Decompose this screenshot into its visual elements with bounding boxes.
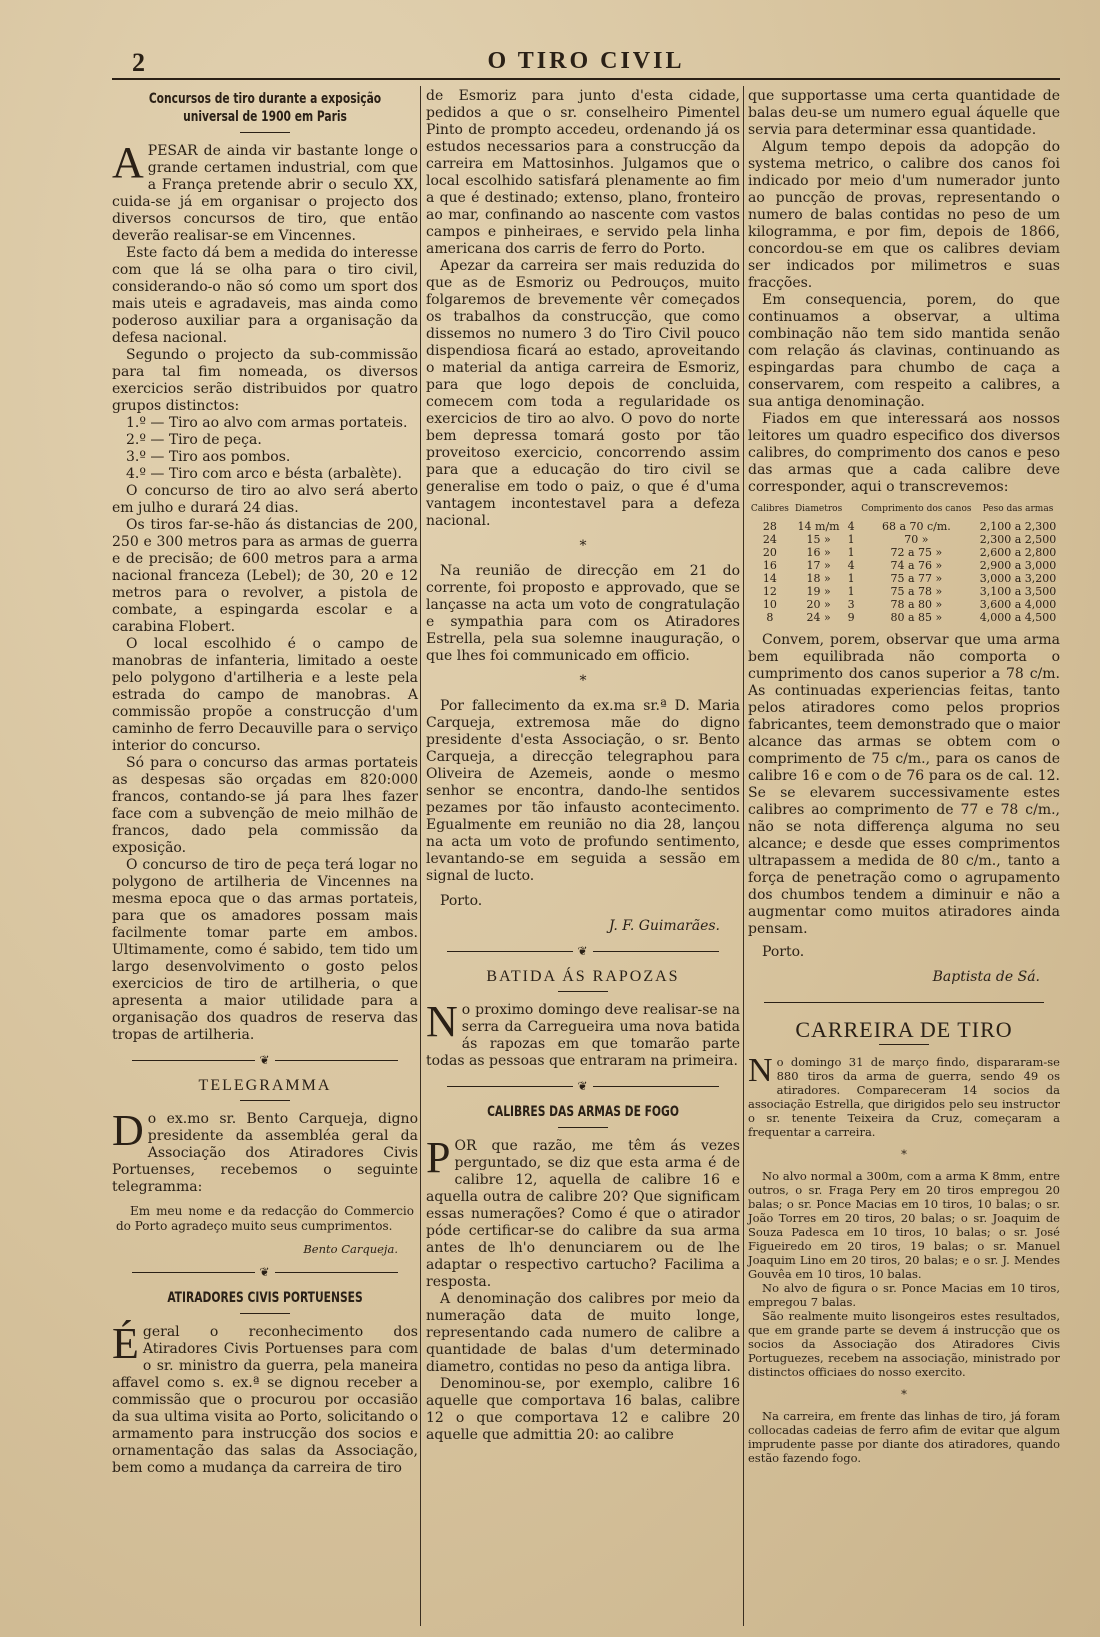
paragraph: No alvo normal a 300m, com a arma K 8mm, entre outros, o sr. Fraga Pery em 20 tiros empregou 20 balas; o sr. Ponce Macias em 10 tiros, 10 balas; o sr. João Torres em 20 tiros, 20 balas; o sr. Joaquim de Souza Padesca em 10 tiros, 10 balas; o sr. José Figueiredo em 20 tiros, 19 balas; o sr. Manuel Joaquim Lino em 20 tiros, 20 balas; e o sr. J. Mendes Gouvêa em 10 tiros, 10 balas.	[748, 1169, 1060, 1281]
paragraph: de Esmoriz para junto d'esta cidade, pedidos a que o sr. conselheiro Pimentel Pinto de prompto accedeu, ordenando já os estudos necessarios para a construcção da carreira em Mattosinhos. Julgamos que o local escolhido satisfará plenamente ao fim a que é destinado; extenso, plano, fronteiro ao mar, confinando ao nascente com vastos campos e pinheiraes, e servido pela linha americana dos carris de ferro do Porto.	[426, 88, 740, 257]
paragraph: Na carreira, em frente das linhas de tiro, já foram collocadas cadeias de ferro afim de evitar que algum imprudente passe por diante dos atiradores, quando estão fazendo fogo.	[748, 1409, 1060, 1465]
table-cell: 70 »	[904, 533, 929, 546]
table-row	[748, 520, 1060, 533]
paragraph: o proximo domingo deve realisar-se na serra da Carregueira uma nova batida ás rapozas em que tomarão parte todas as pessoas que entraram na primeira.	[426, 1002, 740, 1069]
asterisk-divider: *	[901, 1387, 907, 1401]
table-cell: 74 a 76 »	[890, 559, 943, 572]
table-cell: 14 m/m	[797, 520, 840, 533]
table-cell: 20	[762, 546, 777, 559]
paragraph: Só para o concurso das armas portateis as despesas são orçadas em 820:000 francos, contando-se já para lhes fazer face com a subvenção de meio milhão de francos, dado pela commissão da exposição.	[112, 755, 418, 856]
paragraph: Segundo o projecto da sub-commissão para tal fim nomeada, os diversos exercicios serão distribuidos por quatro grupos distinctos:	[112, 347, 418, 414]
page-number: 2	[132, 48, 145, 77]
drop-cap: P	[426, 1133, 451, 1182]
paragraph: o domingo 31 de março findo, dispararam-se 880 tiros da arma de guerra, sendo 49 os atiradores. Compareceram 14 socios da associação Estrella, que dirigidos pelo seu instructor o sr. tenente Teixeira da Cruz, começaram a frequentar a carreira.	[748, 1055, 1060, 1139]
table-cell: 19 »	[806, 585, 831, 598]
table-cell: 1	[847, 572, 855, 585]
table-cell: 14	[762, 572, 777, 585]
header-rule	[112, 78, 1060, 80]
drop-cap: A	[112, 138, 144, 187]
divider	[558, 1127, 608, 1128]
asterisk-divider: *	[579, 673, 587, 689]
table-cell: 10	[762, 598, 777, 611]
ornament-divider: ❦	[112, 1052, 418, 1069]
paragraph: Por fallecimento da ex.ma sr.ª D. Maria Carqueja, extremosa mãe do digno presidente d'esta Associação, o sr. Bento Carqueja, a direcção telegraphou para Oliveira de Azemeis, aonde o mesmo senhor se encontra, dando-lhe sentidos pezames por tão infausto acontecimento. Egualmente em reunião no dia 28, lançou na acta um voto de profundo sentimento, levantando-se em seguida a sessão em signal de lucto.	[426, 698, 740, 884]
table-cell: 2,600 a 2,800	[979, 546, 1057, 559]
asterisk-divider: *	[579, 538, 587, 554]
paragraph: o ex.mo sr. Bento Carqueja, digno presidente da assembléa geral da Associação dos Atiradores Civis Portuenses, recebemos o seguinte telegramma:	[112, 1111, 418, 1195]
table-cell: 4	[847, 559, 855, 572]
ornament-divider: ❦	[426, 943, 740, 960]
signature: J. F. Guimarães.	[608, 918, 720, 934]
paragraph: Este facto dá bem a medida do interesse com que lá se olha para o tiro civil, considerando-o não só como um sport dos mais uteis e agradaveis, mas ainda como poderoso auxiliar para a organisação da defesa nacional.	[112, 245, 418, 346]
list	[112, 415, 418, 483]
drop-cap: N	[426, 997, 458, 1046]
divider	[240, 1313, 290, 1314]
section-title: CARREIRA DE TIRO	[795, 1017, 1013, 1042]
paragraph: Os tiros far-se-hão ás distancias de 200, 250 e 300 metros para as armas de guerra e de precisão; de 600 metros para a arma nacional franceza (Lebel); de 30, 20 e 12 metros para o revolver, a pistola de combate, a espingarda escolar e a carabina Flobert.	[112, 517, 418, 635]
list-item: 3.º — Tiro aos pombos.	[126, 449, 291, 465]
paragraph: OR que razão, me têm ás vezes perguntado, se diz que esta arma é de calibre 12, aquella de calibre 16 e aquella outra de calibre 20? Que significam essas numerações? Como é que o atirador póde certificar-se do calibre da sua arma antes de lh'o denunciarem ou de lhe adaptar o respectivo cartucho? Facilima a resposta.	[426, 1138, 740, 1290]
column-divider	[420, 86, 421, 1626]
table-row	[748, 572, 1060, 585]
article-title: ATIRADORES CIVIS PORTUENSES	[167, 1290, 363, 1306]
table-cell: 2,900 a 3,000	[979, 559, 1057, 572]
paragraph: Fiados em que interessará aos nossos leitores um quadro especifico dos diversos calibres, do comprimento dos canos e peso das armas que a cada calibre deve corresponder, aqui o transcrevemos:	[748, 411, 1060, 495]
ornament-divider: ❦	[112, 1264, 418, 1281]
table-cell: 75 a 77 »	[890, 572, 943, 585]
ornament-divider: ❦	[426, 1078, 740, 1095]
table-header: Diametros	[794, 504, 843, 514]
drop-cap: D	[112, 1106, 144, 1155]
paragraph: No alvo de figura o sr. Ponce Macias em 10 tiros, empregou 7 balas.	[748, 1281, 1060, 1309]
table-cell: 15 »	[806, 533, 831, 546]
table-cell: 2,100 a 2,300	[979, 520, 1057, 533]
page-header	[112, 48, 1060, 78]
article-title: CALIBRES DAS ARMAS DE FOGO	[487, 1104, 679, 1120]
signature: Baptista de Sá.	[932, 969, 1040, 985]
table-row	[748, 585, 1060, 598]
table-cell: 24 »	[806, 611, 831, 624]
table-row	[748, 533, 1060, 546]
table-cell: 8	[766, 611, 774, 624]
table-cell: 3,600 a 4,000	[979, 598, 1057, 611]
table-cell: 16	[762, 559, 777, 572]
paragraph: Em consequencia, porem, do que continuamos a observar, a ultima combinação não tem sido mantida senão com relação ás clavinas, continuando as espingardas para chumbo de caça a conservarem, com respeito a calibres, a sua antiga denominação.	[748, 292, 1060, 410]
table-cell: 24	[762, 533, 777, 546]
column-2	[426, 88, 740, 1444]
paragraph: Algum tempo depois da adopção do systema metrico, o calibre dos canos foi indicado por meio d'um numerador junto ao puncção de provas, representando o numero de balas contidas no peso de um kilogramma, e por fim, depois de 1866, concordou-se em que os calibres deviam ser indicados por milimetros e suas fracções.	[748, 139, 1060, 291]
table-body	[748, 520, 1060, 624]
paragraph: Apezar da carreira ser mais reduzida do que as de Esmoriz ou Pedrouços, muito folgaremos de brevemente vêr começados os trabalhos da construcção, que como dissemos no numero 3 do Tiro Civil pouco dispendiosa ficará ao estado, aproveitando o material da antiga carreira de Esmoriz, para que logo depois de concluida, comecem com toda a regularidade os exercicios de tiro ao alvo. O povo do norte bem depressa tomará gosto por tão proveitoso exercicio, concorrendo assim para que a educação do tiro civil se generalise em todo o paiz, o que é d'uma vantagem incontestavel para a defeza nacional.	[426, 258, 740, 529]
place: Porto.	[762, 944, 805, 960]
table-cell: 12	[762, 585, 777, 598]
table-cell: 80 a 85 »	[890, 611, 943, 624]
table-cell: 72 a 75 »	[890, 546, 943, 559]
table-cell: 68 a 70 c/m.	[881, 520, 951, 533]
table-header: Comprimento dos canos	[861, 504, 972, 514]
asterisk-divider: *	[901, 1147, 907, 1161]
table-cell: 75 a 78 »	[890, 585, 943, 598]
table-cell: 3	[847, 598, 855, 611]
paragraph: O local escolhido é o campo de manobras de infanteria, limitado a oeste pelo polygono d'artilheria e a leste pela estrada do campo de manobras. A commissão propõe a construcção d'um caminho de ferro Decauville para o serviço interior do concurso.	[112, 636, 418, 754]
telegram-quote: Em meu nome e da redacção do Commercio do Porto agradeço muito seus cumprimentos.	[116, 1204, 414, 1233]
table-header: Peso das armas	[982, 504, 1054, 514]
table-cell: 1	[847, 585, 855, 598]
drop-cap: N	[748, 1052, 773, 1089]
paragraph: A denominação dos calibres por meio da numeração data de muito longe, representando cada numero de calibre a quantidade de balas d'um determinado diametro, contidas no peso da antiga libra.	[426, 1291, 740, 1375]
table-row	[748, 611, 1060, 624]
signature: Bento Carqueja.	[303, 1242, 398, 1256]
table-cell: 18 »	[806, 572, 831, 585]
table-row	[748, 598, 1060, 611]
paragraph: que supportasse uma certa quantidade de balas deu-se um numero egual áquelle que servia para determinar essa quantidade.	[748, 88, 1060, 138]
table-header: Calibres	[750, 504, 789, 514]
divider	[558, 991, 608, 992]
column-3	[748, 88, 1060, 1465]
table-cell: 3,000 a 3,200	[979, 572, 1057, 585]
paragraph: PESAR de ainda vir bastante longe o grande certamen industrial, com que a França pretende abrir o seculo XX, cuida-se já em organisar o projecto dos diversos concursos de tiro, que então deverão realisar-se em Vincennes.	[112, 143, 418, 244]
masthead: O TIRO CIVIL	[487, 48, 685, 74]
drop-cap: É	[112, 1319, 139, 1368]
table-cell: 78 a 80 »	[890, 598, 943, 611]
table-cell: 1	[847, 533, 855, 546]
list-item: 2.º — Tiro de peça.	[126, 432, 262, 448]
place: Porto.	[440, 893, 483, 909]
table-cell: 2,300 a 2,500	[979, 533, 1057, 546]
column-divider	[743, 86, 744, 1626]
table-cell: 17 »	[806, 559, 831, 572]
section-title: TELEGRAMMA	[198, 1077, 332, 1094]
paragraph: geral o reconhecimento dos Atiradores Civis Portuenses para com o sr. ministro da guerra, pela maneira affavel como s. ex.ª se dignou receber a commissão que o procurou por occasião da sua ultima visita ao Porto, solicitando o armamento para instrucção dos socios e ornamentação das salas da Associação, bem como a mudança da carreira de tiro	[112, 1324, 418, 1476]
list-item: 4.º — Tiro com arco e bésta (arbalète).	[126, 466, 402, 482]
table-cell: 9	[847, 611, 855, 624]
divider	[240, 1100, 290, 1101]
divider	[240, 132, 290, 133]
paragraph: São realmente muito lisongeiros estes resultados, que em grande parte se devem á instrucção que os socios da Associação dos Atiradores Civis Portuguezes, recebem na associação, ministrado por distinctos officiaes do nosso exercito.	[748, 1309, 1060, 1379]
paragraph: Na reunião de direcção em 21 do corrente, foi proposto e approvado, que se lançasse na acta um voto de congratulação e sympathia para com os Atiradores Estrella, pela sua solemne inauguração, o que lhes foi communicado em officio.	[426, 563, 740, 664]
table-row	[748, 546, 1060, 559]
paragraph: Denominou-se, por exemplo, calibre 16 aquelle que comportava 16 balas, calibre 12 o que comportava 12 e calibre 20 aquelle que admittia 20: ao calibre	[426, 1376, 740, 1443]
table-cell: 3,100 a 3,500	[979, 585, 1057, 598]
column-1	[112, 88, 418, 1477]
calibre-table	[748, 504, 1060, 624]
paragraph: O concurso de tiro ao alvo será aberto em julho e durará 24 dias.	[112, 483, 418, 516]
table-cell: 1	[847, 546, 855, 559]
divider	[879, 1044, 929, 1045]
table-row	[748, 559, 1060, 572]
paragraph: O concurso de tiro de peça terá logar no polygono de artilheria de Vincennes na mesma epoca que o das armas portateis, para que os amadores possam mais facilmente tomar parte em ambos. Ultimamente, como é sabido, tem tido um largo desenvolvimento o gosto pelos exercicios de tiro de artilheria, o que apresenta a maior utilidade para a organisação dos quadros de reserva das tropas de artilheria.	[112, 857, 418, 1043]
article-title: Concursos de tiro durante a exposição universal de 1900 em Paris	[148, 91, 382, 125]
ornament-divider	[748, 994, 1060, 1011]
table-cell: 16 »	[806, 546, 831, 559]
table-cell: 28	[762, 520, 777, 533]
table-cell: 4,000 a 4,500	[979, 611, 1057, 624]
paragraph: Convem, porem, observar que uma arma bem equilibrada não comporta o cumprimento dos canos superior a 78 c/m. As continuadas experiencias feitas, tanto pelos atiradores como pelos proprios fabricantes, teem demonstrado que o maior alcance das armas se obtem com o comprimento de 75 c/m., para os canos de calibre 16 e com o de 76 para os de cal. 12. Se se elevarem successivamente estes calibres ao comprimento de 77 e 78 c/m., não se nota differença alguma no seu alcance; e desde que esses comprimentos ultrapassem a medida de 80 c/m., tanto a força de penetração como o agrupamento dos chumbos tendem a diminuir e não a augmentar como muitos atiradores ainda pensam.	[748, 632, 1060, 937]
section-title: BATIDA ÁS RAPOZAS	[486, 968, 680, 985]
table-cell: 20 »	[806, 598, 831, 611]
list-item: 1.º — Tiro ao alvo com armas portateis.	[126, 415, 408, 431]
table-cell: 4	[847, 520, 855, 533]
